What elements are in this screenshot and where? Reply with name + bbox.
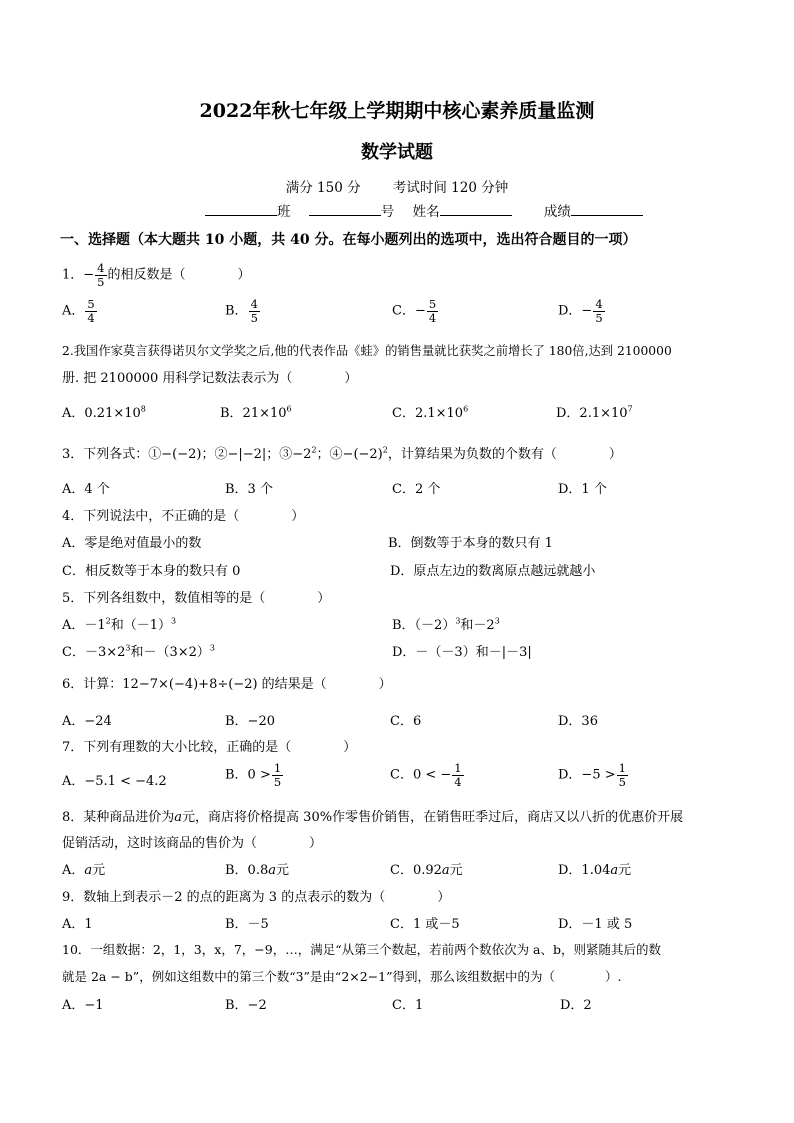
q8-option-b[interactable]: B．0.8a元 — [225, 863, 290, 878]
q4-option-a[interactable]: A．零是绝对值最小的数 — [62, 536, 202, 551]
q8-option-d[interactable]: D．1.04a元 — [558, 863, 632, 878]
question-4: 4．下列说法中，不正确的是（ ） — [62, 509, 305, 524]
q10-option-a[interactable]: A．−1 — [62, 998, 104, 1013]
q8-option-a[interactable]: A．a元 — [62, 863, 106, 878]
q2-option-b[interactable]: B．$21\times 10^6$ — [220, 404, 292, 421]
q10-option-d[interactable]: D．2 — [560, 998, 592, 1013]
q1-option-d[interactable]: D．− $\frac{4}{5}$ — [558, 297, 603, 325]
q3-option-b[interactable]: B．3 个 — [225, 482, 273, 497]
fraction: $\frac{4}{5}$ — [97, 261, 105, 289]
q6-option-c[interactable]: C．6 — [390, 714, 422, 729]
score-label: 成绩 — [543, 204, 571, 220]
question-3: 3．下列各式：①−(−2)；②−|−2|；$③-2^2$；$④-(-2)^2$，计算结果为负数的个数有（ ） — [62, 445, 622, 462]
q10-option-b[interactable]: B．−2 — [225, 998, 267, 1013]
q5-option-c[interactable]: C．$-3\times 2^3$和$-(3\times 2)^3$ — [62, 643, 216, 660]
q10-option-c[interactable]: C．1 — [392, 998, 424, 1013]
q3-option-d[interactable]: D．1 个 — [558, 482, 607, 497]
q9-option-b[interactable]: B．－5 — [225, 917, 269, 932]
question-6: 6．计算：12−7×(−4)+8÷(−2) 的结果是（ ） — [62, 677, 392, 692]
question-8-line-1: 8．某种商品进价为a元，商店将价格提高 30%作零售价销售，在销售旺季过后，商店又以八折的优惠价开展 — [62, 810, 684, 825]
section-heading: 一、选择题（本大题共 10 小题，共 40 分。在每小题列出的选项中，选出符合题目的一项） — [60, 232, 637, 248]
name-label: 姓名 — [412, 204, 440, 220]
name-blank[interactable] — [440, 203, 512, 216]
class-label: 班 — [277, 204, 291, 220]
q2-option-c[interactable]: C．$2.1\times 10^6$ — [392, 404, 469, 421]
q9-option-c[interactable]: C．1 或－5 — [390, 917, 460, 932]
question-9: 9．数轴上到表示－2 的点的距离为 3 的点表示的数为（ ） — [62, 890, 451, 905]
question-10-line-2: 就是 2a − b”，例如这组数中的第三个数“3”是由“2×2−1”得到，那么该组数据中的为（ ）. — [62, 969, 622, 984]
q6-option-d[interactable]: D．36 — [558, 714, 598, 729]
question-10-line-1: 10．一组数据：2，1，3，x，7，−9，…，满足“从第三个数起，若前两个数依次为 a、b，则紧随其后的数 — [62, 942, 662, 957]
score-blank[interactable] — [571, 203, 643, 216]
question-1: 1．− $\frac{4}{5}$ 的相反数是（ ） — [62, 261, 251, 289]
q8-option-c[interactable]: C．0.92a元 — [390, 863, 463, 878]
q3-option-a[interactable]: A．4 个 — [62, 482, 110, 497]
q7-option-b[interactable]: B．0 > $\frac{1}{5}$ — [225, 761, 282, 789]
q7-option-a[interactable]: A．−5.1 < −4.2 — [62, 774, 167, 789]
q7-option-d[interactable]: D．−5 > $\frac{1}{5}$ — [558, 761, 626, 789]
class-blank[interactable] — [205, 203, 277, 216]
q2-option-d[interactable]: D．$2.1\times 10^7$ — [556, 404, 633, 421]
question-2-line-1: 2.我国作家莫言获得诺贝尔文学奖之后,他的代表作品《蛙》的销售量就比获奖之前增长了 180倍,达到 2100000 — [62, 344, 672, 358]
number-label: 号 — [380, 204, 395, 220]
q6-option-b[interactable]: B．−20 — [225, 714, 275, 729]
question-2-line-2: 册. 把 2100000 用科学记数法表示为（ ） — [62, 371, 358, 386]
exam-subtitle: 数学试题 — [361, 142, 433, 163]
question-8-line-2: 促销活动，这时该商品的售价为（ ） — [62, 836, 323, 851]
full-score: 满分 150 分 — [285, 180, 361, 196]
q5-option-d[interactable]: D．－（－3）和－|－3| — [392, 645, 532, 660]
q6-option-a[interactable]: A．−24 — [62, 714, 112, 729]
q1-option-b[interactable]: B． $\frac{4}{5}$ — [225, 297, 258, 325]
exam-title: 2022年秋七年级上学期期中核心素养质量监测 — [199, 100, 595, 122]
q1-option-c[interactable]: C．− $\frac{5}{4}$ — [392, 297, 437, 325]
q1-option-a[interactable]: A． $\frac{5}{4}$ — [62, 297, 95, 325]
q4-option-b[interactable]: B．倒数等于本身的数只有 1 — [388, 536, 553, 551]
q5-option-a[interactable]: A．$-1^2$和$(-1)^3$ — [62, 616, 177, 633]
q3-option-c[interactable]: C．2 个 — [392, 482, 441, 497]
question-5: 5．下列各组数中，数值相等的是（ ） — [62, 591, 331, 606]
q5-option-b[interactable]: B．$(-2)^3$和$-2^3$ — [392, 616, 500, 633]
exam-info — [0, 176, 794, 196]
q4-option-d[interactable]: D．原点左边的数离原点越远就越小 — [390, 564, 596, 579]
q2-option-a[interactable]: A．$0.21\times 10^8$ — [62, 404, 146, 421]
question-7: 7．下列有理数的大小比较，正确的是（ ） — [62, 740, 357, 755]
number-blank[interactable] — [309, 203, 381, 216]
q7-option-c[interactable]: C．0 < − $\frac{1}{4}$ — [390, 761, 462, 789]
q9-option-a[interactable]: A．1 — [62, 917, 93, 932]
q9-option-d[interactable]: D．－1 或 5 — [558, 917, 633, 932]
q4-option-c[interactable]: C．相反数等于本身的数只有 0 — [62, 564, 241, 579]
student-info-row — [205, 200, 643, 220]
exam-time: 考试时间 120 分钟 — [392, 180, 509, 196]
